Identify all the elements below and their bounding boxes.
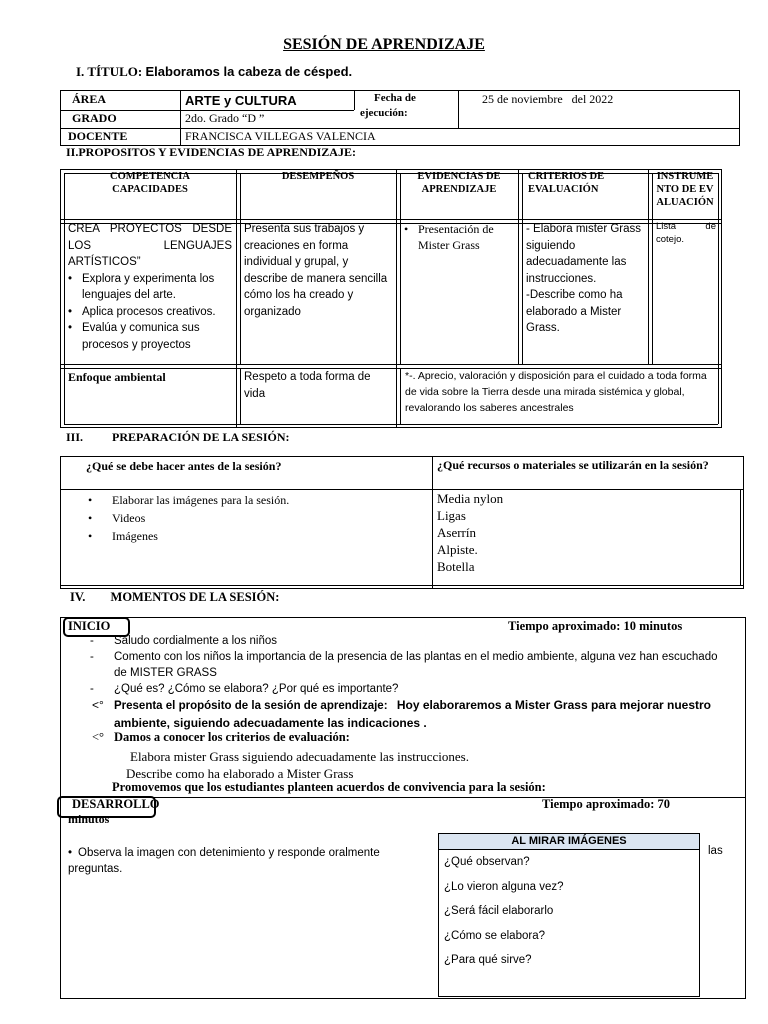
list-item: • Explora y experimenta los lenguajes del arte. [68,271,232,304]
desarrollo-time: Tiempo aproximado: 70 [542,797,671,811]
section-number: IV. [70,590,86,604]
competencia-title: CREA PROYECTOS DESDE LOS LENGUAJES ARTÍSTICOS” [68,223,232,268]
page-title: SESIÓN DE APRENDIZAJE [283,36,485,53]
section-heading [70,590,279,605]
list-item: ¿Para qué sirve? [444,954,532,966]
col-header-desempenos: DESEMPEÑOS [281,171,355,182]
docente-label: DOCENTE [68,129,128,143]
list-item: - Saludo cordialmente a los niños [90,633,730,649]
observa-text [68,845,380,877]
proposito-block [90,697,730,732]
section-heading-text: MOMENTOS DE LA SESIÓN: [110,590,280,604]
evidencias-cell [404,221,514,253]
section-heading-text: PREPARACIÓN DE LA SESIÓN: [112,430,290,444]
before-list [88,491,289,545]
list-item: • Evalúa y comunica sus procesos y proyectos [68,320,232,353]
prep-col2-header: ¿Qué recursos o materiales se utilizarán en la sesión? [437,458,709,472]
criterios-label: <° Damos a conocer los criterios de evaluación: [90,730,350,745]
list-item: • Presentación de Mister Grass [404,221,514,253]
fecha-label: Fecha de ejecución: [360,92,416,119]
area-value: ARTE y CULTURA [185,93,297,108]
list-item: ¿Qué observan? [444,856,530,868]
questions-header: AL MIRAR IMÁGENES [511,835,627,847]
proposito-text: Hoy elaboraremos a Mister Grass para mejorar nuestro ambiente, siguiendo adecuadamente las indicaciones . [114,698,712,730]
grado-value: 2do. Grado “D ” [185,111,265,125]
section-title [76,64,352,80]
enfoque-label: Enfoque ambiental [68,370,166,384]
fecha-value: 25 de noviembre del 2022 [482,92,614,106]
questions-list [444,850,564,973]
instrumento-cell: Lista de cotejo. [656,221,716,245]
materials-list [437,490,503,575]
criterios-eval-list [126,748,469,782]
competencia-cell [68,221,232,353]
area-label: ÁREA [72,92,107,106]
list-item: ¿Lo vieron alguna vez? [444,880,564,893]
col-header-competencia: COMPETENCIA CAPACIDADES [110,171,190,195]
list-item: Describe como ha elaborado a Mister Grass [126,766,354,781]
prep-col1-header: ¿Qué se debe hacer antes de la sesión? [86,459,282,473]
list-item: • Elaborar las imágenes para la sesión. [88,491,289,509]
criterios-cell [526,221,646,337]
list-item: • Videos [88,509,289,527]
enfoque-description: *-. Aprecio, valoración y disposición para el cuidado a toda forma de vida sobre la Tierra desde una mirada sistémica y global, revalorando los saberes ancestrales [405,370,707,414]
list-item: Ligas [437,508,466,523]
capacidades-list [68,271,232,354]
col-header-evidencias: EVIDENCIAS DE APRENDIZAJE [417,171,501,195]
col-header-criterios: CRITERIOS DE EVALUACIÓN [528,171,605,195]
observa-tail: las [708,845,723,857]
docente-value: FRANCISCA VILLEGAS VALENCIA [185,129,376,143]
list-item: - ¿Qué es? ¿Cómo se elabora? ¿Por qué es importante? [90,681,730,697]
list-item: Botella [437,559,475,574]
list-item: ¿Será fácil elaborarlo [444,905,554,917]
observa-line: • Observa la imagen con detenimiento y responde oralmente [68,845,380,861]
list-item: - Comento con los niños la importancia de la presencia de las plantas en el medio ambiente, alguna vez han escuchado de MISTER GRASS [90,649,730,681]
proposito-label: Presenta el propósito de la sesión de aprendizaje: [114,700,388,712]
desarrollo-time-cont: minutos [68,812,110,826]
list-item: Media nylon [437,491,504,506]
col-header-instrumento: INSTRUMENTO DE EVALUACIÓN [656,171,714,208]
list-item: • Aplica procesos creativos. [68,304,232,321]
desempenos-cell: Presenta sus trabajos y creaciones en forma individual y grupal, y describe de manera sencilla cómo los ha creado y organizado [244,223,388,318]
desarrollo-label: DESARROLLO [72,797,160,811]
inicio-time: Tiempo aproximado: 10 minutos [508,619,683,633]
section-title-label: I. TÍTULO: [76,64,143,79]
criterio-item: - Elabora mister Grass siguiendo adecuadamente las instrucciones. [526,223,642,285]
list-item: ¿Cómo se elabora? [444,929,545,942]
section-number: III. [66,430,84,444]
list-item: Alpiste. [437,542,478,557]
list-item: Elabora mister Grass siguiendo adecuadamente las instrucciones. [130,749,469,764]
session-title: Elaboramos la cabeza de césped. [145,64,353,79]
observa-line: preguntas. [68,863,123,875]
list-item: Aserrín [437,525,476,540]
criterio-item: -Describe como ha elaborado a Mister Grass. [526,289,623,334]
inicio-list [90,633,730,697]
section-heading: II.PROPOSITOS Y EVIDENCIAS DE APRENDIZAJE: [66,145,356,159]
grado-label: GRADO [72,111,117,125]
section-heading [66,430,289,445]
list-item: • Imágenes [88,527,289,545]
enfoque-value: Respeto a toda forma de vida [244,371,371,400]
acuerdos-text: Promovemos que los estudiantes planteen acuerdos de convivencia para la sesión: [112,780,546,794]
inicio-label: INICIO [68,619,111,633]
